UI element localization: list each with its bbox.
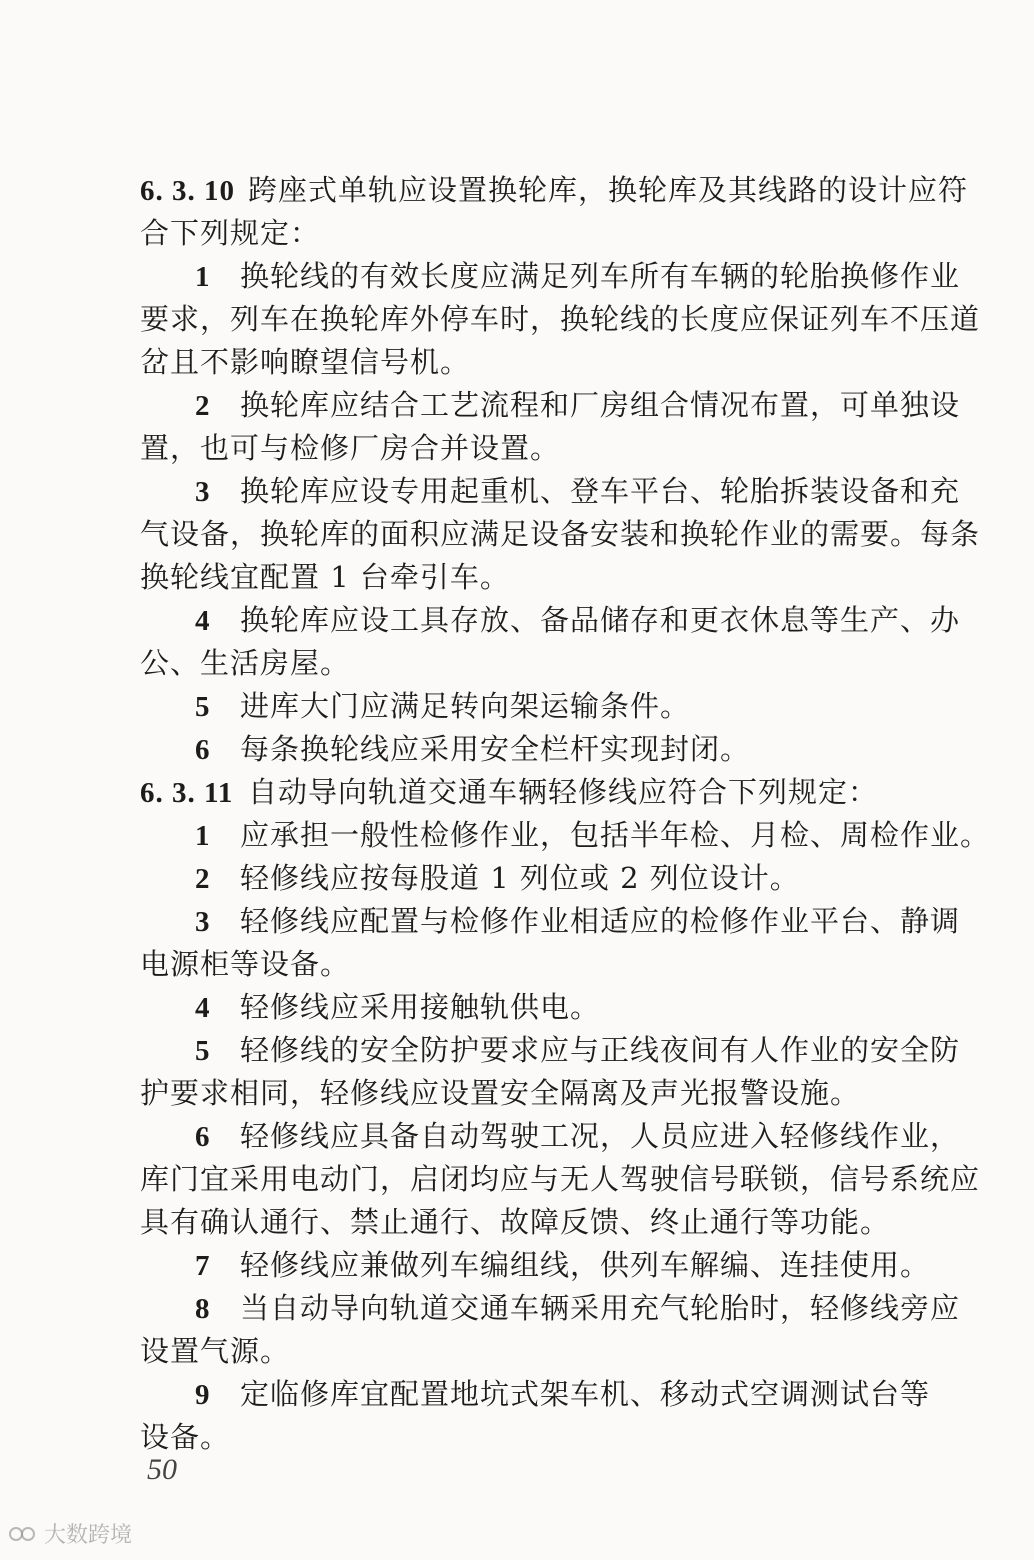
section-heading [140, 170, 969, 210]
page-number: 50 [147, 1453, 177, 1486]
clause-text-line: 库门宜采用电动门，启闭均应与无人驾驶信号联锁，信号系统应 [140, 1162, 981, 1196]
clause-text-line: 设置气源。 [140, 1334, 291, 1368]
clause-number: 4 [195, 992, 211, 1024]
section-number: 6. 3. 10 [140, 175, 235, 207]
clause-number: 6 [195, 1121, 211, 1153]
clause-text: 轻修线的安全防护要求应与正线夜间有人作业的安全防 [240, 1033, 961, 1067]
clause-item [195, 256, 995, 296]
clause-text-line: 置，也可与检修厂房合并设置。 [140, 431, 561, 465]
clause-number: 5 [195, 1035, 211, 1067]
clause-number: 5 [195, 691, 211, 723]
clause-text-line: 公、生活房屋。 [140, 646, 351, 680]
clause-item [195, 1116, 995, 1156]
watermark-text: 大数跨境 [44, 1523, 133, 1548]
clause-number: 4 [195, 605, 211, 637]
clause-text: 换轮库应设专用起重机、登车平台、轮胎拆装设备和充 [240, 474, 961, 508]
clause-item [195, 1288, 995, 1328]
clause-item [195, 385, 995, 425]
clause-number: 9 [195, 1379, 211, 1411]
clause-text-line: 电源柜等设备。 [140, 947, 351, 981]
clause-number: 1 [195, 820, 211, 852]
clause-item [195, 901, 995, 941]
clause-text-line: 设备。 [140, 1420, 231, 1454]
clause-text: 换轮线的有效长度应满足列车所有车辆的轮胎换修作业 [240, 259, 961, 293]
clause-number: 1 [195, 261, 211, 293]
clause-number: 2 [195, 863, 211, 895]
clause-item [195, 1030, 995, 1070]
section-heading [140, 772, 940, 812]
clause-text: 进库大门应满足转向架运输条件。 [240, 689, 691, 723]
clause-text: 定临修库宜配置地坑式架车机、移动式空调测试台等 [240, 1377, 931, 1411]
clause-item [195, 815, 995, 855]
clause-text-line: 换轮线宜配置 1 台牵引车。 [140, 560, 510, 594]
clause-text: 当自动导向轨道交通车辆采用充气轮胎时，轻修线旁应 [240, 1291, 961, 1325]
clause-text: 每条换轮线应采用安全栏杆实现封闭。 [240, 732, 751, 766]
clause-text-line: 气设备，换轮库的面积应满足设备安装和换轮作业的需要。每条 [140, 517, 981, 551]
section-heading-text: 跨座式单轨应设置换轮库，换轮库及其线路的设计应符 [248, 173, 969, 207]
clause-item [195, 729, 995, 769]
clause-item [195, 858, 995, 898]
clause-item [195, 471, 995, 511]
clause-text-line: 具有确认通行、禁止通行、故障反馈、终止通行等功能。 [140, 1205, 891, 1239]
clause-item [195, 686, 995, 726]
clause-text: 换轮库应设工具存放、备品储存和更衣休息等生产、办 [240, 603, 961, 637]
clause-number: 8 [195, 1293, 211, 1325]
clause-item [195, 987, 995, 1027]
clause-text-line: 要求，列车在换轮库外停车时，换轮线的长度应保证列车不压道 [140, 302, 981, 336]
watermark [8, 1518, 132, 1549]
clause-text-line: 岔且不影响瞭望信号机。 [140, 345, 471, 379]
clause-number: 7 [195, 1250, 211, 1282]
clause-item [195, 1374, 995, 1414]
clause-text: 轻修线应配置与检修作业相适应的检修作业平台、静调 [240, 904, 961, 938]
watermark-logo-icon [8, 1523, 38, 1545]
clause-text: 换轮库应结合工艺流程和厂房组合情况布置，可单独设 [240, 388, 961, 422]
section-number: 6. 3. 11 [140, 777, 234, 809]
clause-number: 6 [195, 734, 211, 766]
clause-number: 3 [195, 476, 211, 508]
clause-text-line: 护要求相同，轻修线应设置安全隔离及声光报警设施。 [140, 1076, 861, 1110]
section-heading-text: 自动导向轨道交通车辆轻修线应符合下列规定： [248, 775, 879, 809]
clause-number: 3 [195, 906, 211, 938]
clause-item [195, 600, 995, 640]
clause-text: 轻修线应采用接触轨供电。 [240, 990, 601, 1024]
clause-text: 轻修线应具备自动驾驶工况，人员应进入轻修线作业， [240, 1119, 961, 1153]
clause-text: 应承担一般性检修作业，包括半年检、月检、周检作业。 [240, 818, 991, 852]
clause-item [195, 1245, 995, 1285]
clause-number: 2 [195, 390, 211, 422]
section-heading-continuation: 合下列规定： [140, 216, 321, 250]
clause-text: 轻修线应按每股道 1 列位或 2 列位设计。 [240, 861, 800, 895]
clause-text: 轻修线应兼做列车编组线，供列车解编、连挂使用。 [240, 1248, 931, 1282]
